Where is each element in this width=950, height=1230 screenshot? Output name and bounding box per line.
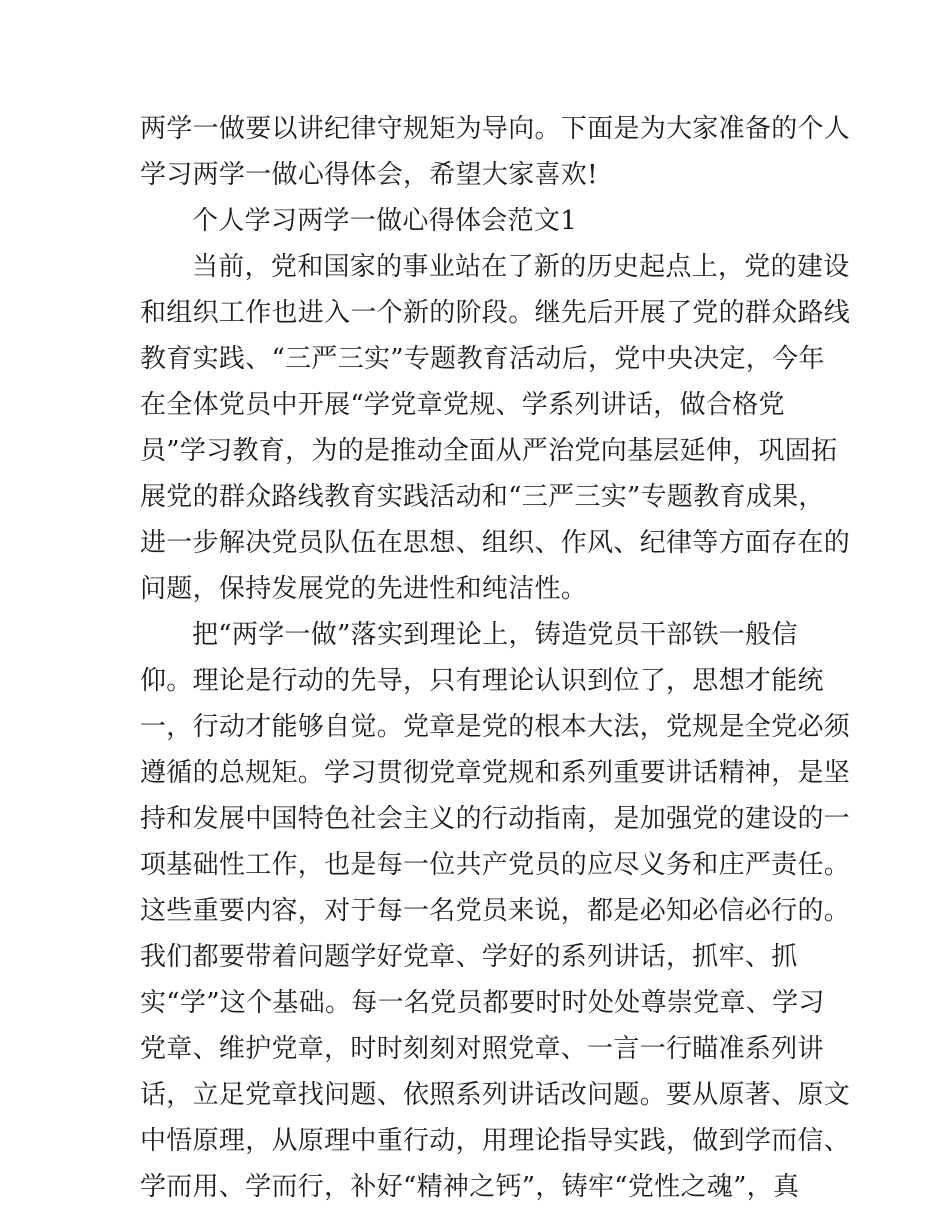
text-line: 党章、维护党章，时时刻刻对照党章、一言一行瞄准系列讲: [140, 1034, 824, 1064]
text-line: 在全体党员中开展“学党章党规、学系列讲话，做合格党: [140, 390, 785, 420]
text-line: 遵循的总规矩。学习贯彻党章党规和系列重要讲话精神，是坚: [140, 758, 851, 788]
text-line: 学而用、学而行，补好“精神之钙”，铸牢“党性之魂”，真: [140, 1172, 800, 1202]
text-line: 项基础性工作，也是每一位共产党员的应尽义务和庄严责任。: [140, 850, 851, 880]
text-line: 中悟原理，从原理中重行动，用理论指导实践，做到学而信、: [140, 1126, 851, 1156]
text-line: 这些重要内容，对于每一名党员来说，都是必知必信必行的。: [140, 896, 851, 926]
text-line: 问题，保持发展党的先进性和纯洁性。: [140, 574, 588, 604]
text-line: 教育实践、“三严三实”专题教育活动后，党中央决定，今年: [140, 344, 825, 374]
text-line: 一，行动才能够自觉。党章是党的根本大法，党规是全党必须: [140, 712, 851, 742]
text-line: 我们都要带着问题学好党章、学好的系列讲话，抓牢、抓: [140, 942, 798, 972]
text-line: 展党的群众路线教育实践活动和“三严三实”专题教育成果，: [140, 482, 825, 512]
text-line: 把“两学一做”落实到理论上，铸造党员干部铁一般信: [192, 620, 798, 650]
text-line: 仰。理论是行动的先导，只有理论认识到位了，思想才能统: [140, 666, 824, 696]
text-line: 当前，党和国家的事业站在了新的历史起点上，党的建设: [192, 252, 850, 282]
section-heading: 个人学习两学一做心得体会范文1: [192, 206, 578, 236]
text-line: 员”学习教育，为的是推动全面从严治党向基层延伸，巩固拓: [140, 436, 838, 466]
text-line: 持和发展中国特色社会主义的行动指南，是加强党的建设的一: [140, 804, 851, 834]
text-line: 两学一做要以讲纪律守规矩为导向。下面是为大家准备的个人: [140, 114, 851, 144]
text-line: 话，立足党章找问题、依照系列讲话改问题。要从原著、原文: [140, 1080, 851, 1110]
text-line: 实“学”这个基础。每一名党员都要时时处处尊崇党章、学习: [140, 988, 825, 1018]
text-line: 和组织工作也进入一个新的阶段。继先后开展了党的群众路线: [140, 298, 851, 328]
text-line: 进一步解决党员队伍在思想、组织、作风、纪律等方面存在的: [140, 528, 851, 558]
text-line: 学习两学一做心得体会，希望大家喜欢!: [140, 160, 598, 190]
